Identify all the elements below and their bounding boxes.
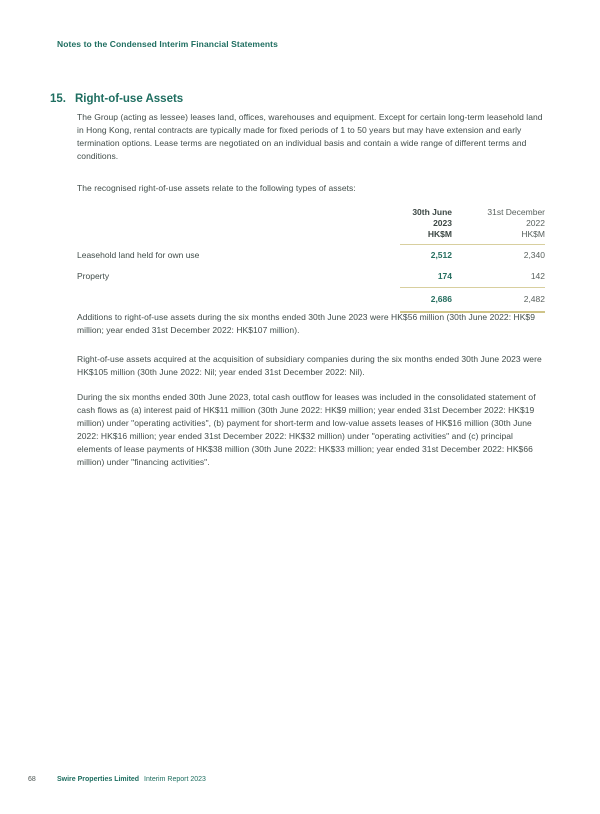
section-heading: [50, 93, 183, 105]
section-number: 15.: [50, 93, 66, 105]
table-header-row: [77, 207, 545, 244]
footer-brand-line: [57, 776, 206, 783]
row-label-leasehold-land: Leasehold land held for own use: [77, 250, 200, 260]
paragraph-table-intro: The recognised right-of-use assets relate to the following types of assets:: [77, 183, 356, 193]
page-number: 68: [28, 776, 36, 783]
leasehold-land-value-2022: 2,340: [523, 250, 545, 260]
column-header-2022: [465, 207, 545, 240]
section-title: Right-of-use Assets: [75, 93, 184, 105]
leasehold-land-value-2023: 2,512: [430, 250, 452, 260]
paragraph-additions: Additions to right-of-use assets during the six months ended 30th June 2023 were HK$56 million (30th June 2022: HK$9 million; year ended 31st December 2022: HK$107 million).: [77, 312, 535, 335]
column-header-2023: [387, 207, 452, 240]
paragraph-cash-outflow: During the six months ended 30th June 2023, total cash outflow for leases was included in the consolidated statement of cash flows as (a) interest paid of HK$11 million (30th June 2022: HK$9 million; year ended 31st December 2022: HK$19 million) under "operating activities", (b) payment for short-term and low-value assets leases of HK$16 million (30th June 2022: HK$16 million; year ended 31st December 2022: HK$32 million) under "operating activities" and (c) principal elements of lease payments of HK$38 million (30th June 2022: HK$33 million; year ended 31st December 2022: HK$66 million) under "financing activities".: [77, 392, 536, 467]
table-row: [77, 266, 545, 287]
footer-brand: Swire Properties Limited: [57, 776, 140, 783]
column-header-2022-year: 2022: [526, 218, 545, 228]
table-total-row: [77, 288, 545, 311]
paragraph-lease-terms: The Group (acting as lessee) leases land, offices, warehouses and equipment. Except for certain long-term leasehold land in Hong Kong, rental contracts are typically made for fixed periods of 1 to 50 years but may have extension and early termination options. Lease terms are negotiated on an individual basis and contain a wide range of different terms and conditions.: [77, 112, 543, 161]
total-value-2023: 2,686: [430, 294, 452, 304]
column-header-2022-unit: HK$M: [521, 229, 545, 239]
column-header-2023-date: 30th June: [412, 207, 452, 217]
paragraph-acquisitions: Right-of-use assets acquired at the acquisition of subsidiary companies during the six months ended 30th June 2023 were HK$105 million (30th June 2022: Nil; year ended 31st December 2022: Nil).: [77, 354, 542, 377]
column-header-2022-date: 31st December: [487, 207, 545, 217]
total-value-2022: 2,482: [523, 294, 545, 304]
table-row: [77, 245, 545, 266]
row-label-property: Property: [77, 271, 110, 281]
column-header-2023-unit: HK$M: [427, 229, 452, 239]
footer-report-title: Interim Report 2023: [144, 776, 206, 783]
column-header-2023-year: 2023: [433, 218, 452, 228]
right-of-use-assets-table: [77, 207, 545, 313]
property-value-2023: 174: [437, 271, 452, 281]
running-header: Notes to the Condensed Interim Financial Statements: [57, 39, 278, 49]
property-value-2022: 142: [530, 271, 545, 281]
